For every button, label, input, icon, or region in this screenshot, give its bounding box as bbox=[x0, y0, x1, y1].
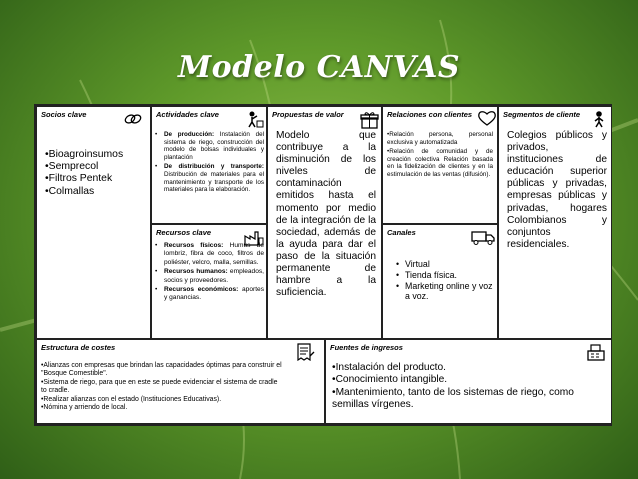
segmentos-cliente-header: Segmentos de cliente bbox=[503, 110, 581, 119]
recursos-clave-header: Recursos clave bbox=[156, 228, 212, 237]
fuentes-ingresos-header: Fuentes de ingresos bbox=[330, 343, 403, 352]
recurso-item: • Recursos humanos: empleados, socios y proveedores. bbox=[164, 268, 264, 285]
recurso-item: • Recursos económicos: aportes y ganancias. bbox=[164, 286, 264, 303]
propuesta-text: Modelo que contribuye a la disminución de los niveles de contaminación emitidos hasta el momento por medio de la integración de la sociedad, además de la ayuda para dar el paso de la situación permanente de hambre a la suficiencia. bbox=[276, 130, 376, 299]
relacion-item: •Relación persona, personal exclusiva y automatizada bbox=[387, 131, 493, 146]
socio-item: •Colmallas bbox=[45, 185, 95, 197]
socio-item: •Bioagroinsumos bbox=[45, 149, 124, 160]
socios-clave-list bbox=[45, 149, 149, 198]
cash-register-icon bbox=[586, 343, 606, 361]
slide-title: Modelo CANVAS bbox=[177, 50, 461, 85]
actividad-item: • De producción: Instalación del sistema de riego, construcción del modelo de bolsas individuales y plantación bbox=[164, 131, 264, 161]
estructura-costes-header: Estructura de costes bbox=[41, 343, 116, 352]
canal-item: • Marketing online y voz a voz. bbox=[405, 281, 495, 303]
ingreso-item: •Instalación del producto. bbox=[332, 362, 447, 373]
link-chain-icon bbox=[123, 110, 143, 128]
ingreso-item: •Conocimiento intangible. bbox=[332, 374, 448, 386]
socios-clave-cell bbox=[36, 106, 151, 339]
propuestas-valor-header: Propuestas de valor bbox=[272, 110, 344, 119]
socio-item: •Filtros Pentek bbox=[45, 173, 113, 185]
canales-header: Canales bbox=[387, 228, 416, 237]
canal-item: • Virtual bbox=[405, 259, 495, 270]
socios-clave-header: Socios clave bbox=[41, 110, 87, 119]
fuentes-ingresos-cell bbox=[325, 339, 612, 424]
canvas-board bbox=[34, 104, 612, 426]
actividades-clave-cell bbox=[151, 106, 267, 224]
canal-item: • Tienda física. bbox=[405, 270, 495, 281]
recurso-item: • Recursos físicos: Humus de lombriz, fibra de coco, filtros de poliéster, velcro, malla, semillas. bbox=[164, 242, 264, 267]
estructura-costes-cell bbox=[36, 339, 325, 424]
socio-item: •Semprecol bbox=[45, 161, 99, 173]
actividades-clave-header: Actividades clave bbox=[156, 110, 219, 119]
canales-cell bbox=[382, 224, 498, 339]
propuestas-valor-cell bbox=[267, 106, 382, 339]
coste-item: •Realizar alianzas con el estado (Instituciones Educativas). bbox=[41, 395, 222, 403]
ingreso-item: •Mantenimiento, tanto de los sistemas de riego, como semillas vírgenes. bbox=[332, 386, 574, 410]
customer-person-icon bbox=[589, 110, 609, 128]
receipt-icon bbox=[295, 343, 315, 361]
worker-icon bbox=[244, 110, 264, 128]
recursos-clave-cell bbox=[151, 224, 267, 339]
relaciones-clientes-cell bbox=[382, 106, 498, 224]
relaciones-clientes-header: Relaciones con clientes bbox=[387, 110, 473, 119]
delivery-truck-icon bbox=[471, 228, 495, 246]
segmentos-cliente-cell bbox=[498, 106, 612, 339]
gift-box-icon bbox=[360, 111, 380, 129]
coste-item: •Sistema de riego, para que en este se puede evidenciar el sistema de cradle to cradle. bbox=[41, 378, 278, 395]
actividad-item: • De distribución y transporte: Distribución de materiales para el mantenimiento y transporte de los materiales para la elaboración. bbox=[164, 163, 264, 193]
coste-item: •Nómina y arriendo de local. bbox=[41, 404, 128, 412]
coste-item: •Alianzas con empresas que brindan las capacidades óptimas para construir el "Bosque Comestible". bbox=[41, 362, 282, 378]
heart-icon bbox=[477, 109, 497, 127]
relacion-item: •Relación de comunidad y de creación colectiva Relación basada en la fidelización de clientes y en la estimulación de las ventas (difusión). bbox=[387, 148, 493, 178]
segmentos-text: Colegios públicos y privados, instituciones de educación superior públicas y privadas, empresas públicas y privadas, hogares Colombianos y conjuntos residenciales. bbox=[507, 130, 607, 250]
